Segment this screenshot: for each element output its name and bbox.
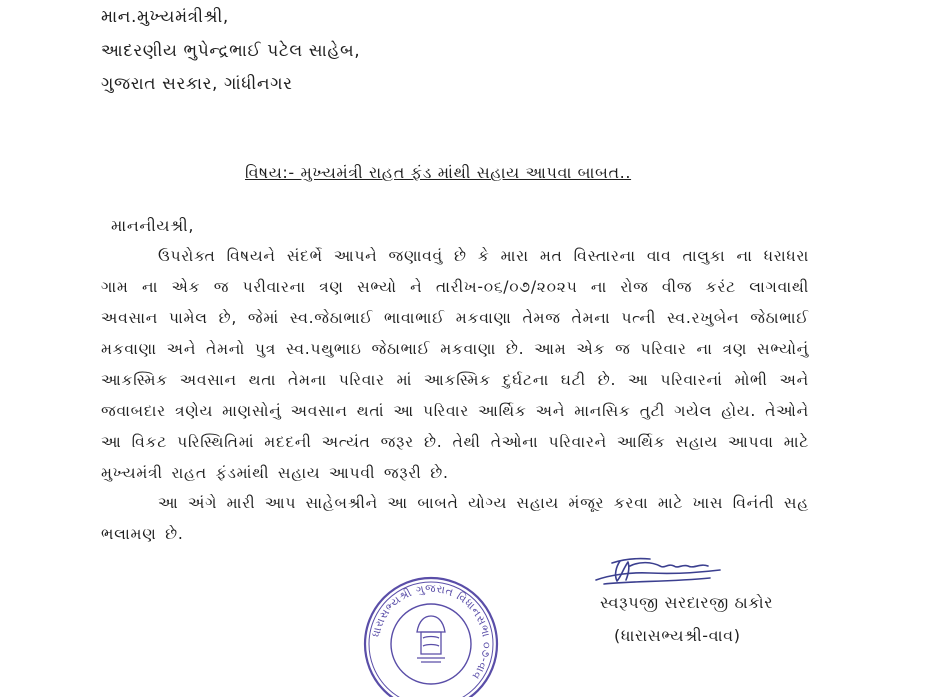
salutation: માનનીયશ્રી,: [111, 216, 195, 235]
body-paragraph-2: [101, 488, 809, 550]
recipient-line-2: આદરણીય ભુપેન્દ્રભાઈ પટેલ સાહેબ,: [101, 41, 361, 61]
signatory-designation: (ધારાસભ્યશ્રી-વાવ): [614, 626, 741, 645]
signatory-name: સ્વરૂપજી સરદારજી ઠાકોર: [600, 593, 774, 612]
body-paragraph-1: [101, 241, 809, 489]
svg-text:ધારાસભ્યશ્રી ગુજરાત વિધાનસભા ૦: ધારાસભ્યશ્રી ગુજરાત વિધાનસભા ૦૭-વાવ: [369, 581, 494, 683]
official-stamp: [361, 562, 501, 697]
handwritten-signature: [590, 553, 725, 588]
stamp-seal-icon: [361, 562, 501, 697]
recipient-line-3: ગુજરાત સરકાર, ગાંધીનગર: [101, 74, 293, 94]
body-paragraph-2-text: આ અંગે મારી આપ સાહેબશ્રીને આ બાબતે યોગ્ય સહાય મંજૂર કરવા માટે ખાસ વિનંતી સહ ભલામણ છે.: [101, 494, 809, 543]
recipient-line-1: માન.મુખ્યમંત્રીશ્રી,: [101, 7, 229, 27]
body-paragraph-1-text: ઉપરોક્ત વિષયને સંદર્ભે આપને જણાવવું છે કે મારા મત વિસ્તારના વાવ તાલુકા ના ધરાધરા ગામ ના એક જ પરીવારના ત્રણ સભ્યો ને તારીખ-૦૬/૦૭/૨૦૨૫ ના રોજ વીજ કરંટ લાગવાથી અવસાન પામેલ છે, જેમાં સ્વ.જેઠાભાઈ ભાવાભાઈ મકવાણા તેમજ તેમના પત્ની સ્વ.રખુબેન જેઠાભાઈ મકવાણા અને તેમનો પુત્ર સ્વ.પથુભાઇ જેઠાભાઈ મકવાણા છે. આમ એક જ પરિવાર ના ત્રણ સભ્યોનું આકસ્મિક અવસાન થતા તેમના પરિવાર માં આકસ્મિક દુર્ઘટના ઘટી છે. આ પરિવારનાં મોભી અને જવાબદાર ત્રણેય માણસોનું અવસાન થતાં આ પરિવાર આર્થિક અને માનસિક તુટી ગયેલ હોય. તેઓને આ વિકટ પરિસ્થિતિમાં મદદની અત્યંત જરૂર છે. તેથી તેઓના પરિવારને આર્થિક સહાય આપવા માટે મુખ્યમંત્રી રાહત ફંડમાંથી સહાય આપવી જરૂરી છે.: [101, 247, 809, 482]
subject-line: વિષય:- મુખ્યમંત્રી રાહત ફંડ માંથી સહાય આપવા બાબત..: [245, 163, 632, 182]
